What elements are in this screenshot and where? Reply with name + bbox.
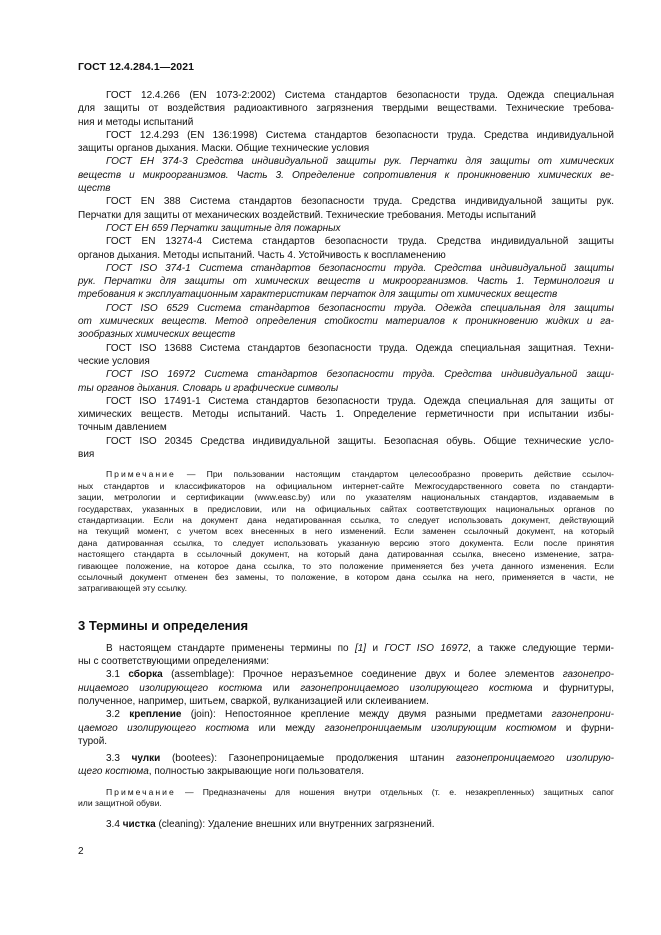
- term-line: 3.4 чистка (cleaning): Удаление внешних или внутренних загрязнений.: [106, 818, 435, 830]
- reference-line: ГОСТ ISO 17491-1 Система стандартов безопасности труда. Одежда специальная для защиты от: [106, 395, 614, 407]
- note-line: настоящего стандарта в ссылочный документ, на который дана датированная ссылка, внесено изменение, затра-: [78, 549, 614, 560]
- term-name: чулки: [131, 753, 161, 765]
- term-line: полученное, например, шитьем, сваркой, вулканизацией или склеиванием.: [78, 695, 429, 707]
- reference-line: рук. Перчатки для защиты от химических веществ и микроорганизмов. Часть 1. Терминология и: [78, 276, 614, 288]
- note-line: Примечание — Предназначены для ношения внутри отдельных (т. е. незакрепленных) защитных сапог: [106, 786, 614, 797]
- term-line: 3.3 чулки (bootees): Газонепроницаемые продолжения штанин газонепроницаемого изолирую-: [106, 753, 614, 765]
- reference-line: ния и методы испытаний: [78, 116, 194, 128]
- note-line: зации, метрологии и сертификации (www.easc.by) или по указателям национальных стандартов, издаваемым в: [78, 492, 614, 503]
- reference-line: ГОСТ ISO 16972 Система стандартов безопасности труда. Средства индивидуальной защи-: [106, 369, 614, 381]
- reference-entry: [78, 342, 614, 369]
- reference-line: защиты органов дыхания. Маски. Общие технические условия: [78, 143, 370, 155]
- reference-line: требования к эксплуатационным характеристикам перчаток для защиты от химических веществ: [78, 289, 558, 301]
- reference-line: Перчатки для защиты от механических воздействий. Технические требования. Методы испытаний: [78, 209, 536, 221]
- reference-entry: [78, 129, 614, 156]
- note-line: затрагивающей эту ссылку.: [78, 583, 187, 594]
- reference-line: ты органов дыхания. Словарь и графические символы: [78, 382, 339, 394]
- note-line: или защитной обуви.: [78, 798, 162, 809]
- reference-entry: [78, 235, 614, 262]
- term-line: ницаемого изолирующего костюма или газонепроницаемого изолирующего костюма и фурнитуры,: [78, 682, 614, 694]
- document-body: [78, 89, 614, 831]
- reference-line: для защиты от воздействия радиоактивного загрязнения твердыми веществами. Технические требова-: [78, 103, 614, 115]
- reference-line: ГОСТ 12.4.293 (EN 136:1998) Система стандартов безопасности труда. Средства индивидуальной: [106, 129, 614, 141]
- intro-line: В настоящем стандарте применены термины по [1] и ГОСТ ISO 16972, а также следующие терми-: [106, 642, 614, 654]
- note-line: государствах, указанных в предисловии, или на официальных сайтах соответствующих национальных органов по: [78, 503, 614, 514]
- normative-references-list: [78, 89, 614, 461]
- reference-line: химических веществ. Методы испытаний. Часть 1. Определение герметичности при испытании избы-: [78, 409, 614, 421]
- reference-line: ГОСТ ISO 6529 Система стандартов безопасности труда. Одежда специальная для защиты: [106, 302, 614, 314]
- reference-line: ГОСТ EN 388 Система стандартов безопасности труда. Средства индивидуальной защиты рук.: [106, 196, 614, 208]
- reference-line: ГОСТ ISO 20345 Средства индивидуальной защиты. Безопасная обувь. Общие технические усло-: [106, 435, 614, 447]
- term-3-4: [78, 818, 614, 831]
- term-line: цаемого изолирующего костюма или между газонепроницаемым изолирующим костюмом и фурни-: [78, 722, 614, 734]
- note-line: на текущий момент, с учетом всех внесенных в него изменений. Если заменен ссылочный документ, на который: [78, 526, 614, 537]
- term-line: турой.: [78, 735, 108, 747]
- reference-line: ГОСТ ISO 374-1 Система стандартов безопасности труда. Средства индивидуальной защиты: [106, 262, 614, 274]
- note-line: Примечание — При пользовании настоящим стандартом целесообразно проверить действие ссылоч-: [106, 469, 614, 480]
- reference-line: точным давлением: [78, 422, 167, 434]
- note-line: ссылочный документ отменен без замены, то положение, в котором дана ссылка на него, применяется в части, не: [78, 571, 614, 582]
- section-title: 3 Термины и определения: [78, 617, 249, 633]
- term-3-2: [78, 708, 614, 748]
- reference-entry: [78, 262, 614, 302]
- intro-line: ны с соответствующими определениями:: [78, 656, 270, 668]
- reference-entry: [78, 195, 614, 222]
- document-header: ГОСТ 12.4.284.1—2021: [78, 61, 195, 73]
- term-line: щего костюма, полностью закрывающие ноги пользователя.: [78, 766, 364, 778]
- reference-line: веществ и микроорганизмов. Часть 3. Определение сопротивления к проникновению химических ве-: [78, 169, 614, 181]
- reference-line: ГОСТ 12.4.266 (EN 1073-2:2002) Система стандартов безопасности труда. Одежда специальная: [106, 90, 614, 101]
- reference-line: ГОСТ EH 659 Перчатки защитные для пожарных: [106, 222, 341, 234]
- note-line: дана датированная ссылка, то следует использовать указанную версию этого документа. Если после принятия: [78, 537, 614, 548]
- note-references: [78, 469, 614, 594]
- term-name: крепление: [129, 709, 182, 721]
- reference-line: ГОСТ EN 13274-4 Система стандартов безопасности труда. Средства индивидуальной защиты: [106, 236, 614, 248]
- reference-entry: [78, 89, 614, 129]
- reference-entry: [78, 368, 614, 395]
- reference-entry: [78, 435, 614, 462]
- reference-entry: [78, 302, 614, 342]
- reference-line: органов дыхания. Методы испытаний. Часть 4. Устойчивость к воспламенению: [78, 249, 446, 261]
- term-3-3: [78, 752, 614, 779]
- note-label: Примечание: [106, 469, 176, 480]
- reference-line: зообразных химических веществ: [78, 329, 236, 341]
- note-bootees: [78, 787, 614, 810]
- note-line: стандартизации. Если на документ дана недатированная ссылка, то следует использовать документ, действующий: [78, 514, 614, 525]
- term-3-1: [78, 668, 614, 708]
- section-intro: [78, 642, 614, 669]
- term-line: 3.2 крепление (join): Непостоянное крепление между двумя разными предметами газонепрони-: [106, 709, 614, 721]
- reference-entry: [78, 395, 614, 435]
- reference-line: ГОСТ EH 374-3 Средства индивидуальной защиты рук. Перчатки для защиты от химических: [106, 156, 614, 168]
- reference-line: ческие условия: [78, 355, 150, 367]
- note-line: гивающее положение, на которое дана ссылка, то это положение применяется без учета данного изменения. Если: [78, 560, 614, 571]
- term-line: 3.1 сборка (assemblage): Прочное неразъемное соединение двух и более элементов газонепро-: [106, 669, 614, 681]
- reference-entry: [78, 155, 614, 195]
- term-name: сборка: [128, 669, 163, 681]
- note-line: ных стандартов и классификаторов на официальном интернет-сайте Межгосударственного совета по стандарти-: [78, 480, 614, 491]
- reference-line: вия: [78, 449, 95, 461]
- reference-entry: [78, 222, 614, 235]
- term-name: чистка: [122, 818, 156, 830]
- note-label: Примечание: [106, 786, 176, 797]
- reference-line: ГОСТ ISO 13688 Система стандартов безопасности труда. Одежда специальная защитная. Техни-: [106, 342, 614, 354]
- page-number: 2: [78, 846, 84, 857]
- reference-line: ществ: [78, 183, 111, 195]
- reference-line: от химических веществ. Метод определения стойкости материалов к проникновению жидких и га-: [78, 316, 614, 328]
